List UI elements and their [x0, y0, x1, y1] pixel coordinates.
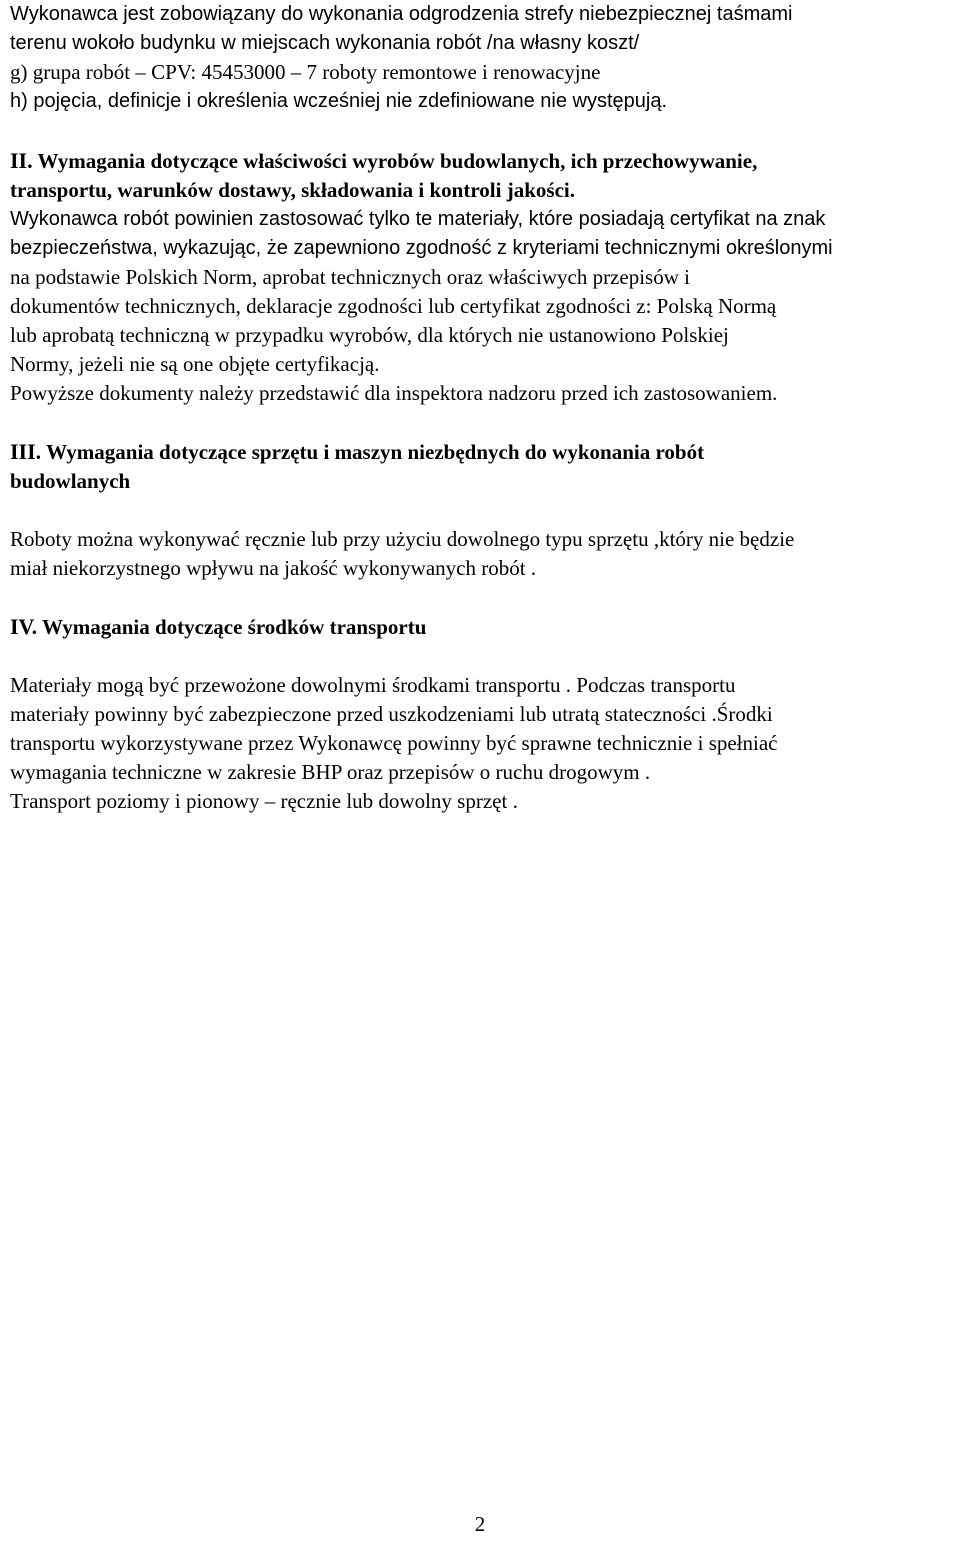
section-2-body-line-6: Normy, jeżeli nie są one objęte certyfikacją. — [10, 352, 380, 376]
section-4-number: IV. — [10, 614, 38, 639]
section-3-heading-line-1 — [10, 437, 955, 467]
section-3 — [10, 437, 955, 583]
section-4-title: Wymagania dotyczące środków transportu — [42, 615, 427, 639]
section-4-body-line-2: materiały powinny być zabezpieczone przed uszkodzeniami lub utratą stateczności .Środki — [10, 702, 773, 726]
intro-block — [10, 0, 955, 116]
section-2 — [10, 146, 955, 408]
section-4-heading-line-1 — [10, 612, 955, 642]
section-3-title: Wymagania dotyczące sprzętu i maszyn niezbędnych do wykonania robót — [46, 440, 705, 464]
section-4 — [10, 612, 955, 816]
section-2-heading-line-2: transportu, warunków dostawy, składowania i kontroli jakości. — [10, 178, 575, 202]
section-3-heading-line-2: budowlanych — [10, 469, 131, 493]
spacer — [10, 583, 955, 612]
spacer — [10, 408, 955, 437]
section-2-body-line-5: lub aprobatą techniczną w przypadku wyrobów, dla których nie ustanowiono Polskiej — [10, 323, 729, 347]
section-4-body-line-5: Transport poziomy i pionowy – ręcznie lub dowolny sprzęt . — [10, 789, 518, 813]
section-3-body-line-2: miał niekorzystnego wpływu na jakość wykonywanych robót . — [10, 556, 537, 580]
intro-line-3: g) grupa robót – CPV: 45453000 – 7 roboty remontowe i renowacyjne — [10, 60, 601, 84]
intro-line-1: Wykonawca jest zobowiązany do wykonania odgrodzenia strefy niebezpiecznej taśmami — [10, 3, 793, 25]
spacer — [10, 642, 955, 671]
intro-line-4: h) pojęcia, definicje i określenia wcześniej nie zdefiniowane nie występują. — [10, 90, 668, 112]
section-3-body-line-1: Roboty można wykonywać ręcznie lub przy użyciu dowolnego typu sprzętu ,który nie będzie — [10, 527, 795, 551]
page-number: 2 — [474, 1512, 486, 1536]
section-4-body-line-3: transportu wykorzystywane przez Wykonawcę powinny być sprawne technicznie i spełniać — [10, 731, 778, 755]
section-2-title: Wymagania dotyczące właściwości wyrobów budowlanych, ich przechowywanie, — [37, 149, 758, 173]
section-4-body-line-4: wymagania techniczne w zakresie BHP oraz przepisów o ruchu drogowym . — [10, 760, 651, 784]
spacer — [10, 496, 955, 525]
section-3-number: III. — [10, 439, 42, 464]
section-2-body-line-4: dokumentów technicznych, deklaracje zgodności lub certyfikat zgodności z: Polską Normą — [10, 294, 777, 318]
section-2-heading-line-1 — [10, 146, 955, 176]
intro-line-2: terenu wokoło budynku w miejscach wykonania robót /na własny koszt/ — [10, 32, 640, 54]
spacer — [10, 116, 955, 146]
section-2-body-line-3: na podstawie Polskich Norm, aprobat technicznych oraz właściwych przepisów i — [10, 265, 690, 289]
section-2-body-line-2: bezpieczeństwa, wykazując, że zapewniono zgodność z kryteriami technicznymi określonymi — [10, 237, 833, 259]
section-4-body-line-1: Materiały mogą być przewożone dowolnymi środkami transportu . Podczas transportu — [10, 673, 736, 697]
document-page — [10, 0, 955, 816]
section-2-number: II. — [10, 148, 33, 173]
section-2-body-line-7: Powyższe dokumenty należy przedstawić dla inspektora nadzoru przed ich zastosowaniem. — [10, 381, 778, 405]
section-2-body-line-1: Wykonawca robót powinien zastosować tylko te materiały, które posiadają certyfikat na znak — [10, 208, 826, 230]
